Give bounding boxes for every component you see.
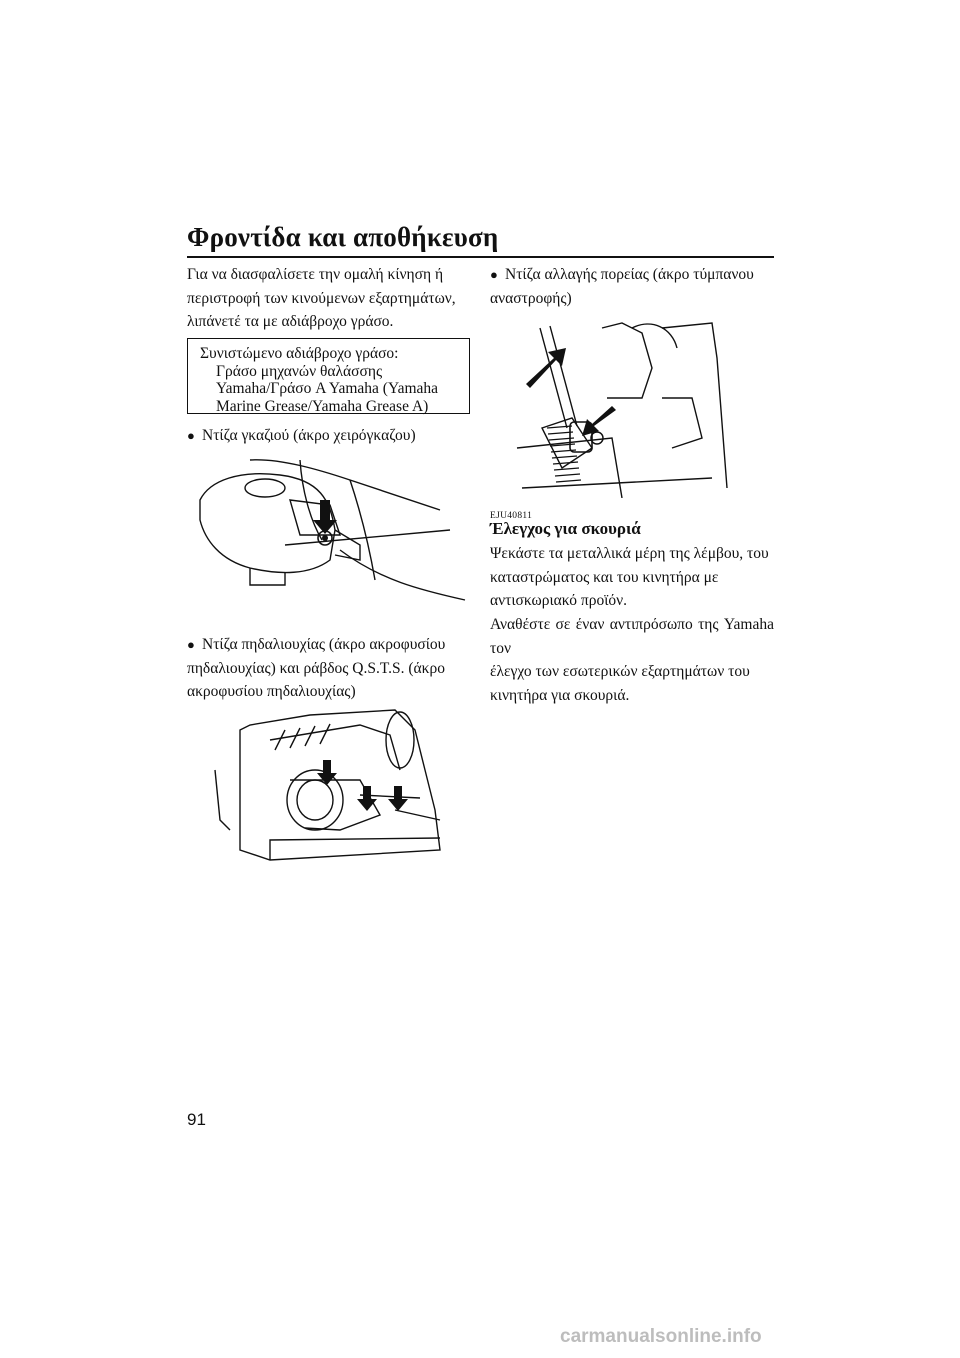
bullet-throttle-cable: [187, 424, 485, 448]
recommended-grease-box: [187, 338, 470, 414]
bullet-icon: ●: [187, 428, 195, 443]
bullet-text: Ντίζα αλλαγής πορείας (άκρο τύμπανου: [505, 266, 754, 283]
para-line: αντισκωριακό προϊόν.: [490, 592, 627, 609]
rust-paragraph-2: [490, 613, 774, 707]
para-line: έλεγχο των εσωτερικών εξαρτημάτων του: [490, 663, 750, 680]
bullet-steering-cable: [187, 633, 485, 704]
steering-nozzle-illustration: [210, 700, 450, 865]
page-title: Φροντίδα και αποθήκευση: [187, 222, 499, 252]
box-line: Yamaha/Γράσο A Yamaha (Yamaha: [216, 380, 439, 397]
page-number: 91: [187, 1110, 206, 1129]
bullet-text: πηδαλιουχίας) και ράβδος Q.S.T.S. (άκρο: [187, 659, 445, 677]
bullet-shift-cable: [490, 263, 789, 310]
throttle-lever-illustration: [190, 450, 470, 610]
rust-paragraph-1: [490, 542, 774, 613]
bullet-icon: ●: [187, 637, 195, 652]
para-line: κινητήρα για σκουριά.: [490, 686, 630, 704]
section-code: EJU40811: [490, 511, 533, 521]
watermark: carmanualsonline.info: [560, 1326, 762, 1347]
para-line: Ψεκάστε τα μεταλλικά μέρη της λέμβου, του: [490, 545, 769, 562]
bullet-text: Ντίζα πηδαλιουχίας (άκρο ακροφυσίου: [202, 636, 446, 653]
intro-line: περιστροφή των κινούμενων εξαρτημάτων,: [187, 289, 456, 307]
title-rule: [187, 256, 774, 258]
box-line: Γράσο μηχανών θαλάσσης: [216, 362, 383, 380]
para-line: Αναθέστε σε έναν αντιπρόσωπο της Yamaha τον: [490, 616, 774, 657]
intro-line: λιπάνετέ τα με αδιάβροχο γράσο.: [187, 313, 394, 330]
box-line: Marine Grease/Yamaha Grease A): [216, 397, 429, 415]
intro-paragraph: [187, 263, 470, 334]
para-line: καταστρώματος και του κινητήρα με: [490, 568, 719, 586]
box-title: Συνιστώμενο αδιάβροχο γράσο:: [200, 345, 399, 362]
intro-line: Για να διασφαλίσετε την ομαλή κίνηση ή: [187, 266, 444, 283]
bullet-text: Ντίζα γκαζιού (άκρο χειρόγκαζου): [202, 427, 416, 444]
reverse-gate-illustration: [512, 318, 732, 498]
bullet-text: ακροφυσίου πηδαλιουχίας): [187, 683, 356, 700]
bullet-icon: ●: [490, 267, 498, 282]
section-title: Έλεγχος για σκουριά: [490, 519, 641, 538]
bullet-text: αναστροφής): [490, 289, 572, 307]
